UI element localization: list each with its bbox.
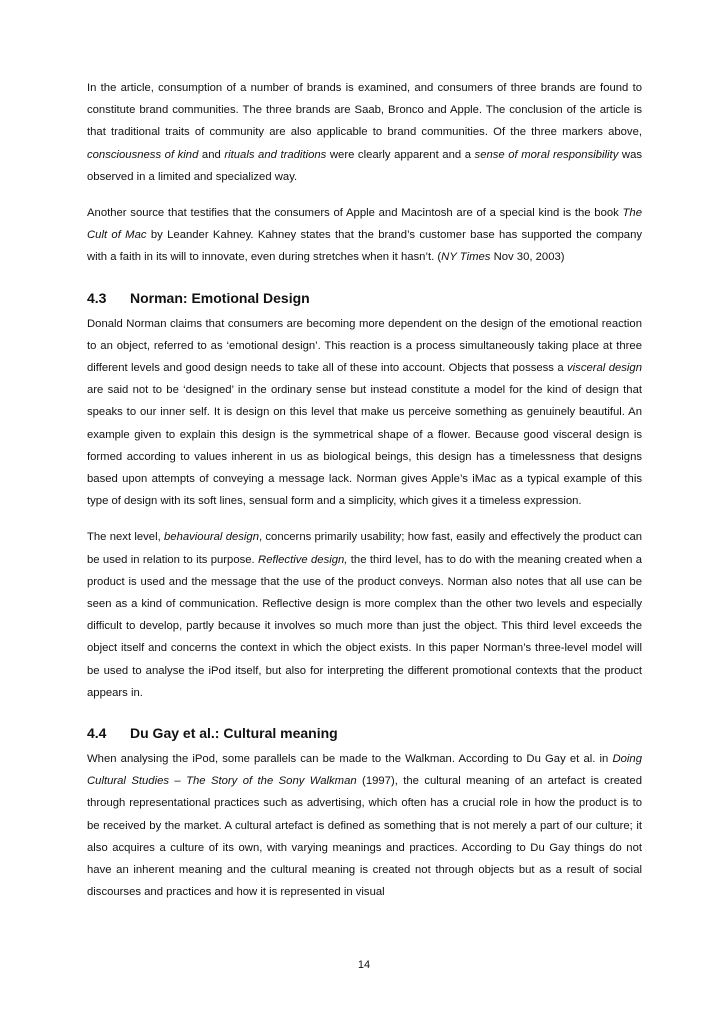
section-number: 4.4	[87, 725, 107, 742]
section-title: Norman: Emotional Design	[130, 289, 310, 306]
text-run: by Leander Kahney. Kahney states that the brand’s customer base has supported the company with a faith in its will to innovate, even during stretches when it hasn’t. (	[87, 229, 643, 264]
text-run: , concerns primarily usability; how fast, easily and effectively the product can be used in relation to its purpose.	[87, 531, 643, 566]
text-run: are said not to be ‘designed’ in the ordinary sense but instead constitute a model for the kind of design that speaks to our inner self. It is design on this level that make us perceive something as genuinely beautiful. An example given to explain this design is the symmetrical shape of a flower. Because good visceral design is formed according to values inherent in us as biological beings, this design has a timelessness that designs based upon attempts of conveying a message lack. Norman gives Apple’s iMac as a typical example of this type of design with its soft lines, sensual form and a simplicity, which gives it a timeless expression.	[87, 384, 642, 508]
text-run: Donald Norman claims that consumers are becoming more dependent on the design of the emotional reaction to an object, referred to as ‘emotional design’. This reaction is a process simultaneously taking place at three different levels and good design needs to take all of these into account. Objects that possess a	[87, 317, 642, 375]
text-run: were clearly apparent and a	[326, 148, 475, 161]
italic-source-name: NY Times	[441, 251, 491, 264]
text-run: Nov 30, 2003)	[490, 251, 565, 264]
italic-term: rituals and traditions	[224, 148, 327, 161]
text-run: In the article, consumption of a number of brands is examined, and consumers of three brands are found to constitute brand communities. The three brands are Saab, Bronco and Apple. The conclusion of the article is that traditional traits of community are also applicable to brand communities. Of the three markers above,	[87, 82, 642, 139]
paragraph-behavioural-reflective	[87, 526, 642, 704]
text-run: and	[198, 148, 225, 161]
italic-term: visceral design	[567, 362, 642, 375]
italic-term: behavioural design	[164, 531, 259, 544]
italic-book-title: The Cult of Mac	[87, 207, 642, 242]
text-run: was observed in a limited and specialized way.	[87, 148, 642, 183]
text-run: When analysing the iPod, some parallels can be made to the Walkman. According to Du Gay et al. in	[87, 753, 613, 766]
page-body	[87, 77, 642, 904]
paragraph-cult-of-mac	[87, 202, 642, 269]
italic-term: consciousness of kind	[87, 148, 199, 161]
text-run: The next level,	[87, 531, 165, 544]
paragraph-emotional-design	[87, 313, 642, 513]
section-number: 4.3	[87, 289, 107, 306]
text-run: Another source that testifies that the consumers of Apple and Macintosh are of a special kind is the book	[87, 207, 623, 220]
page-number: 14	[357, 959, 371, 971]
paragraph-cultural-meaning	[87, 748, 642, 903]
italic-term: sense of moral responsibility	[474, 148, 619, 161]
section-title: Du Gay et al.: Cultural meaning	[130, 725, 338, 742]
paragraph-brand-communities	[87, 77, 642, 188]
italic-term: Reflective design,	[258, 553, 348, 566]
section-heading-4-3	[87, 287, 642, 309]
text-run: the third level, has to do with the meaning created when a product is used and the message that the use of the product conveys. Norman also notes that all use can be seen as a kind of communication. Reflective design is more complex than the other two levels and especially difficult to develop, partly because it involves so much more than just the object. This third level exceeds the object itself and concerns the context in which the object exists. In this paper Norman’s three-level model will be used to analyse the iPod itself, but also for interpreting the different promotional contexts that the product appears in.	[87, 553, 643, 699]
text-run: (1997), the cultural meaning of an artefact is created through representational practices such as advertising, which often has a crucial role in how the product is to be received by the market. A cultural artefact is defined as something that is not merely a part of our culture; it also acquires a culture of its own, with varying meanings and practices. According to Du Gay things do not have an inherent meaning and the cultural meaning is created not through objects but as a result of social discourses and practices and how it is represented in visual	[87, 775, 642, 899]
italic-book-title: Doing Cultural Studies – The Story of the Sony Walkman	[87, 753, 642, 788]
section-heading-4-4	[87, 722, 642, 744]
